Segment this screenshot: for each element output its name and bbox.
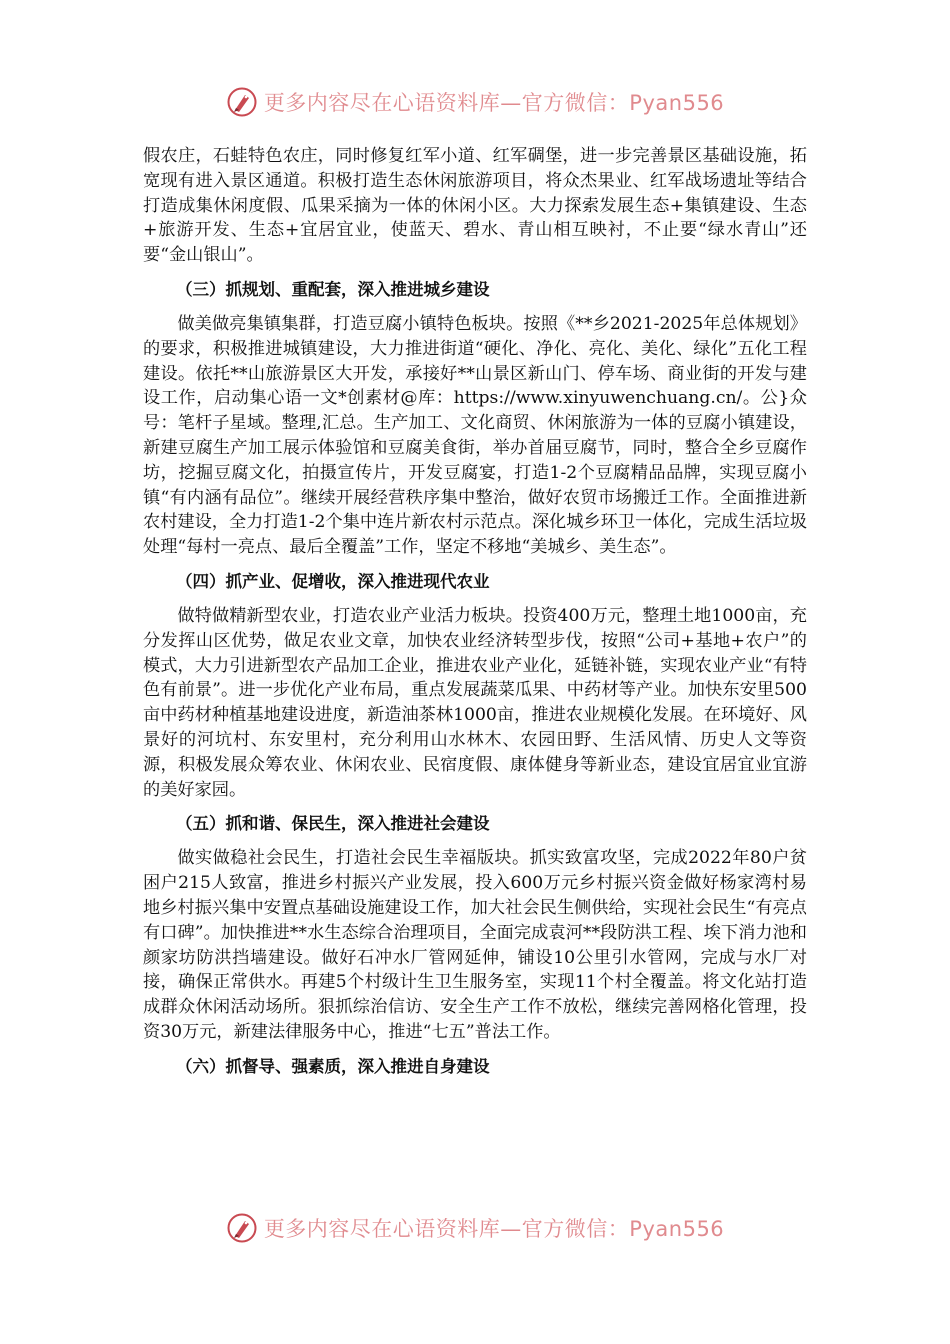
section-heading-3: （三）抓规划、重配套，深入推进城乡建设 <box>176 279 490 299</box>
pen-nib-icon <box>226 86 258 118</box>
section-paragraph-4: 做特做精新型农业，打造农业产业活力板块。投资400万元，整理土地1000亩，充分发挥山区优势，做足农业文章，加快农业经济转型步伐，按照“公司+基地+农户”的模式，大力引进新型农产品加工企业，推进农业产业化，延链补链，实现农业产业“有特色有前景”。进一步优化产业布局，重点发展蔬菜瓜果、中药材等产业。加快东安里500亩中药材种植基地建设进度，新造油茶林1000亩，推进农业规模化发展。在环境好、风景好的河坑村、东安里村，充分利用山水林木、农园田野、生活风情、历史人文等资源，积极发展众筹农业、休闲农业、民宿度假、康体健身等新业态，建设宜居宜业宜游的美好家园。 <box>143 605 807 800</box>
footer-watermark-banner <box>0 1208 950 1248</box>
section-heading-4: （四）抓产业、促增收，深入推进现代农业 <box>176 571 490 591</box>
header-watermark-banner <box>0 82 950 122</box>
section-heading-5: （五）抓和谐、保民生，深入推进社会建设 <box>176 814 490 834</box>
watermark-text: 更多内容尽在心语资料库—官方微信：Pyan556 <box>263 91 725 115</box>
section-heading-6: （六）抓督导、强素质，深入推进自身建设 <box>176 1056 490 1076</box>
document-body <box>143 144 807 1089</box>
section-paragraph-3: 做美做亮集镇集群，打造豆腐小镇特色板块。按照《**乡2021-2025年总体规划》的要求，积极推进城镇建设，大力推进街道“硬化、净化、亮化、美化、绿化”五化工程建设。依托**山旅游景区大开发，承接好**山景区新山门、停车场、商业街的开发与建设工作，启动集心语一文*创素材@库：https://www.xinyuwenchuang.cn/。公}众号：笔杆子星域。整理,汇总。生产加工、文化商贸、休闲旅游为一体的豆腐小镇建设，新建豆腐生产加工展示体验馆和豆腐美食街，举办首届豆腐节，同时，整合全乡豆腐作坊，挖掘豆腐文化，拍摄宣传片，开发豆腐宴，打造1-2个豆腐精品品牌，实现豆腐小镇“有内涵有品位”。继续开展经营秩序集中整治，做好农贸市场搬迁工作。全面推进新农村建设，全力打造1-2个集中连片新农村示范点。深化城乡环卫一体化，完成生活垃圾处理“每村一亮点、最后全覆盖”工作，坚定不移地“美城乡、美生态”。 <box>143 313 807 558</box>
watermark-text: 更多内容尽在心语资料库—官方微信：Pyan556 <box>263 1217 725 1241</box>
continuation-paragraph: 假农庄，石蛙特色农庄，同时修复红军小道、红军碉堡，进一步完善景区基础设施，拓宽现有进入景区通道。积极打造生态休闲旅游项目，将众杰果业、红军战场遗址等结合打造成集休闲度假、瓜果采摘为一体的休闲小区。大力探索发展生态+集镇建设、生态+旅游开发、生态+宜居宜业，使蓝天、碧水、青山相互映衬，不止要“绿水青山”还要“金山银山”。 <box>143 146 807 266</box>
section-paragraph-5: 做实做稳社会民生，打造社会民生幸福版块。抓实致富攻坚，完成2022年80户贫困户215人致富，推进乡村振兴产业发展，投入600万元乡村振兴资金做好杨家湾村易地乡村振兴集中安置点基础设施建设工作，加大社会民生侧供给，实现社会民生“有亮点有口碑”。加快推进**水生态综合治理项目，全面完成袁河**段防洪工程、埃下消力池和颜家坊防洪挡墙建设。做好石冲水厂管网延伸，铺设10公里引水管网，完成与水厂对接，确保正常供水。再建5个村级计生卫生服务室，实现11个村全覆盖。将文化站打造成群众休闲活动场所。狠抓综治信访、安全生产工作不放松，继续完善网格化管理，投资30万元，新建法律服务中心，推进“七五”普法工作。 <box>143 848 807 1042</box>
pen-nib-icon <box>226 1212 258 1244</box>
